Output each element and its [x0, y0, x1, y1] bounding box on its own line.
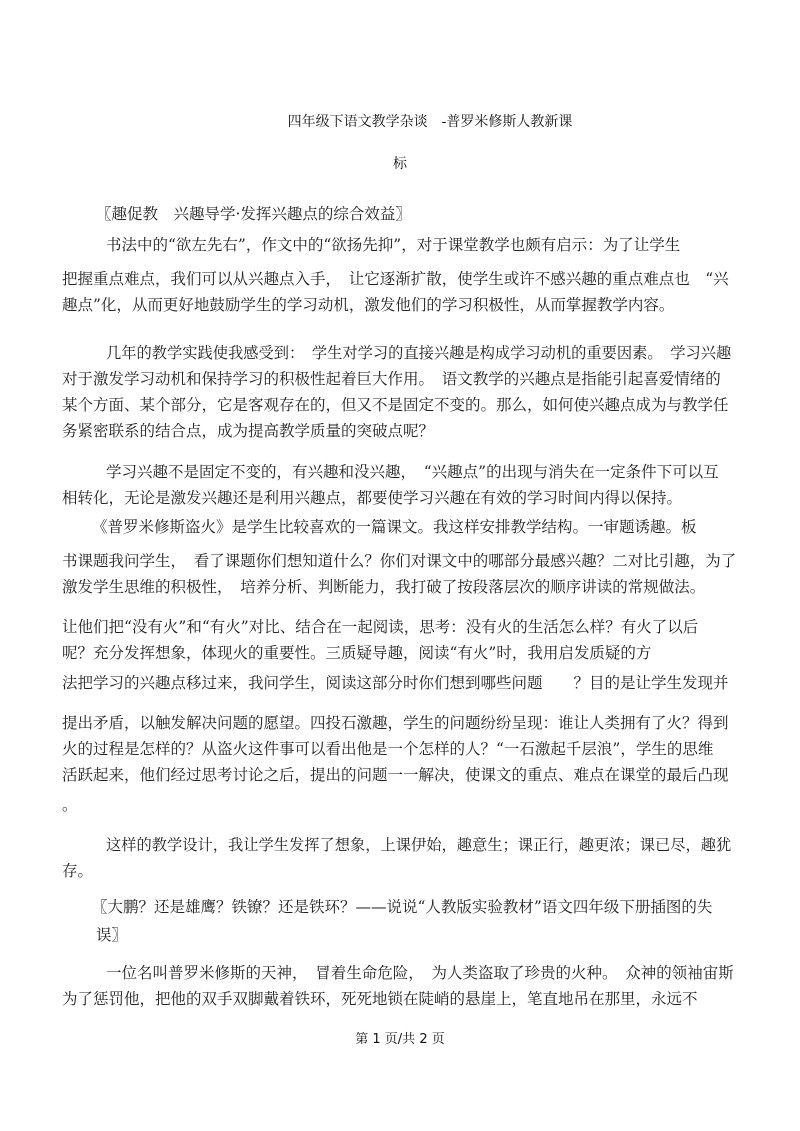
- text-line: 相转化，无论是激发兴趣还是利用兴趣点，都要使学习兴趣在有效的学习时间内得以保持。: [62, 489, 683, 507]
- text-line: 这样的教学设计，我让学生发挥了想象，上课伊始，趣意生；课正行，趣更浓；课已尽，趣犹: [106, 836, 732, 854]
- text-line: 让他们把“没有火”和“有火”对比、结合在一起阅读，思考：没有火的生活怎么样？有火了以后: [62, 618, 699, 636]
- text-line: 对于激发学习动机和保持学习的积极性起着巨大作用。 语文教学的兴趣点是指能引起喜爱情绪的: [62, 370, 721, 388]
- text-line: 《普罗米修斯盗火》是学生比较喜欢的一篇课文。我这样安排教学结构。一审题诱趣。板: [92, 518, 697, 536]
- document-title-line-1: 四年级下语文教学杂谈 -普罗米修斯人教新课: [287, 114, 573, 130]
- text-line: 把握重点难点，我们可以从兴趣点入手， 让它逐渐扩散，使学生或许不感兴趣的重点难点也 “兴: [62, 270, 729, 288]
- text-line: 〖大鹏？还是雄鹰？铁镣？还是铁环？——说说“人教版实验教材”语文四年级下册插图的失: [92, 898, 713, 916]
- text-line: 法把学习的兴趣点移过来，我问学生，阅读这部分时你们想到哪些问题 ？目的是让学生发现并: [62, 674, 729, 692]
- text-line: 呢？充分发挥想象，体现火的重要性。三质疑导趣，阅读“有火”时，我用启发质疑的方: [62, 644, 652, 662]
- text-line: 书法中的“欲左先右”，作文中的“欲扬先抑”，对于课堂教学也颇有启示：为了让学生: [106, 236, 681, 254]
- text-line: 〖趣促教 兴趣导学·发挥兴趣点的综合效益〗: [96, 205, 411, 223]
- text-line: 书课题我问学生， 看了课题你们想知道什么？你们对课文中的哪部分最感兴趣？二对比引趣，为了: [62, 552, 737, 570]
- text-line: 几年的教学实践使我感受到： 学生对学习的直接兴趣是构成学习动机的重要因素。 学习兴趣: [106, 344, 732, 362]
- document-title-line-2: 标: [393, 156, 407, 172]
- text-line: 激发学生思维的积极性， 培养分析、判断能力，我打破了按段落层次的顺序讲读的常规做法。: [62, 578, 706, 596]
- text-line: 务紧密联系的结合点，成为提高教学质量的突破点呢？: [62, 422, 435, 440]
- text-line: 火的过程是怎样的？从盗火这件事可以看出他是一个怎样的人？“一石激起千层浪”，学生的思维: [62, 740, 714, 758]
- text-line: 一位名叫普罗米修斯的天神， 冒着生命危险， 为人类盗取了珍贵的火种。 众神的领袖宙斯: [106, 964, 734, 982]
- text-line: 。: [62, 796, 78, 814]
- text-line: 存。: [62, 862, 94, 880]
- text-line: 为了惩罚他，把他的双手双脚戴着铁环，死死地锁在陡峭的悬崖上，笔直地吊在那里，永远不: [62, 990, 698, 1008]
- text-line: 某个方面、某个部分，它是客观存在的，但又不是固定不变的。那么，如何使兴趣点成为与教学任: [62, 396, 729, 414]
- text-line: 提出矛盾，以触发解决问题的愿望。四投石激趣，学生的问题纷纷呈现：谁让人类拥有了火？得到: [62, 714, 729, 732]
- text-line: 学习兴趣不是固定不变的，有兴趣和没兴趣， “兴趣点”的出现与消失在一定条件下可以互: [106, 463, 719, 481]
- page-number-footer: 第 1 页/共 2 页: [355, 1032, 445, 1047]
- text-line: 趣点”化，从而更好地鼓励学生的学习动机，激发他们的学习积极性，从而掌握教学内容。: [62, 296, 675, 314]
- text-line: 误〗: [96, 926, 128, 944]
- text-line: 活跃起来，他们经过思考讨论之后，提出的问题一一解决，使课文的重点、难点在课堂的最后凸现: [62, 766, 729, 784]
